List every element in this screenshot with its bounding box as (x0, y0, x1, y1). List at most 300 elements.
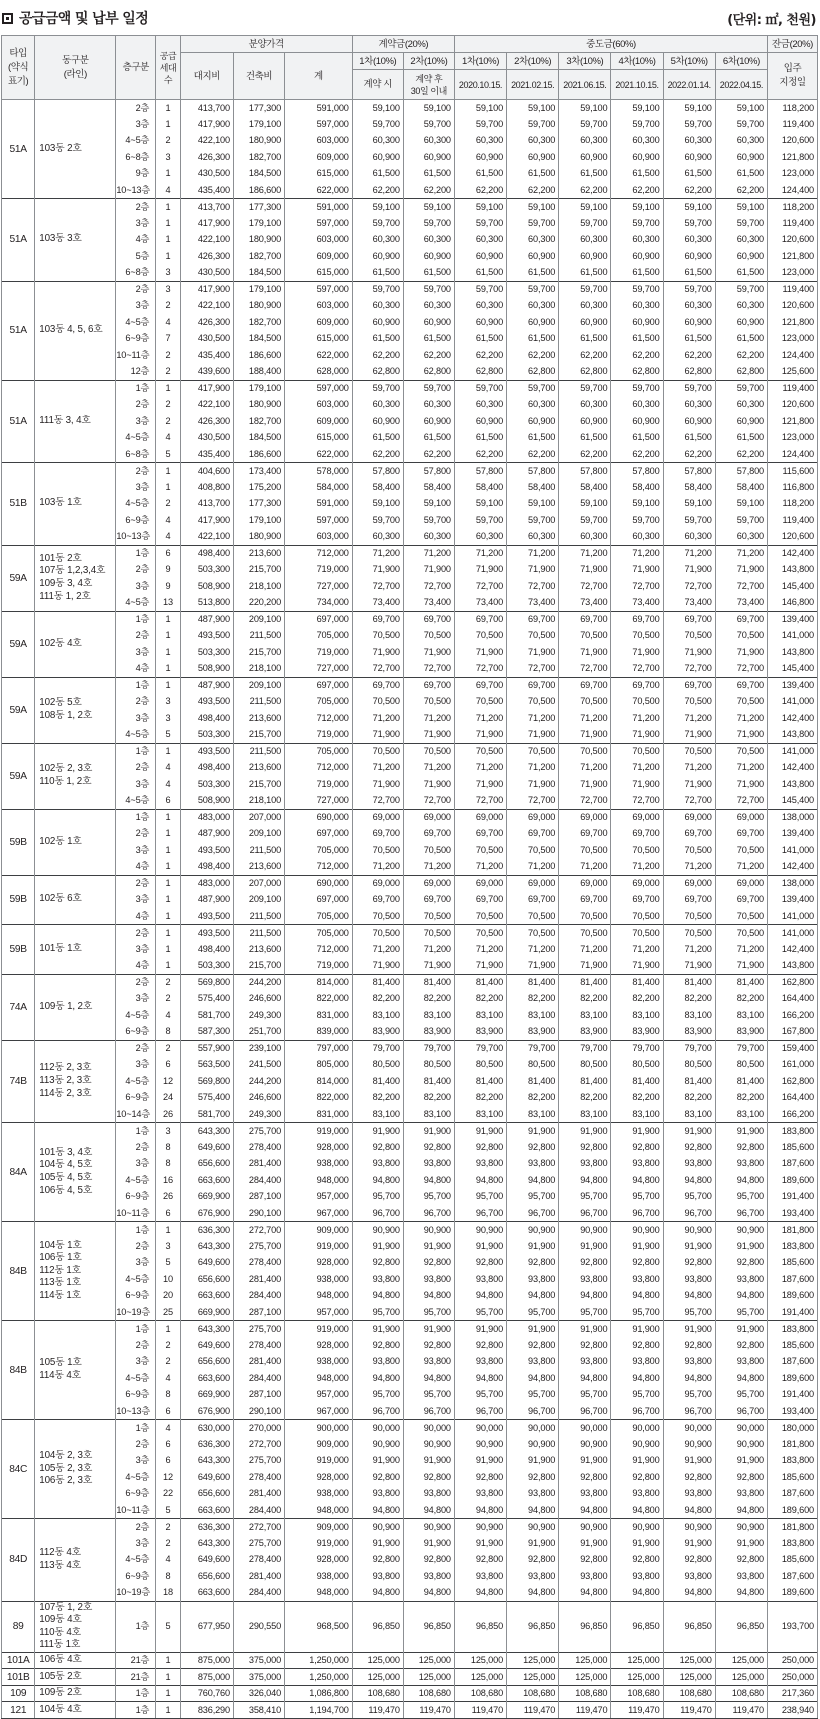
land-cell: 669,900 (180, 1189, 233, 1206)
contract-1-cell: 71,900 (352, 958, 403, 975)
contract-1-cell: 62,800 (352, 364, 403, 381)
middle-6-cell: 94,800 (715, 1288, 767, 1305)
type-cell: 89 (2, 1601, 35, 1652)
table-row (2, 1156, 818, 1173)
contract-1-cell: 80,500 (352, 1057, 403, 1074)
land-cell: 760,760 (180, 1685, 233, 1702)
middle-6-cell: 70,500 (715, 925, 767, 942)
contract-1-cell: 93,800 (352, 1486, 403, 1503)
middle-4-cell: 81,400 (611, 1073, 663, 1090)
middle-2-cell: 92,800 (507, 1139, 559, 1156)
land-cell: 508,900 (180, 578, 233, 595)
middle-6-cell: 82,200 (715, 1090, 767, 1107)
land-cell: 498,400 (180, 859, 233, 876)
middle-4-cell: 90,900 (611, 1519, 663, 1536)
floor-cell: 4층 (116, 859, 156, 876)
middle-4-cell: 70,500 (611, 694, 663, 711)
balance-cell: 123,000 (767, 331, 817, 348)
middle-2-cell: 69,700 (507, 611, 559, 628)
middle-3-cell: 94,800 (559, 1585, 611, 1602)
middle-5-cell: 91,900 (663, 1535, 715, 1552)
total-cell: 697,000 (285, 611, 353, 628)
units-cell: 5 (156, 1502, 180, 1519)
contract-2-cell: 60,300 (403, 133, 454, 150)
contract-2-cell: 59,100 (403, 199, 454, 216)
middle-1-cell: 94,800 (454, 1585, 506, 1602)
middle-5-cell: 57,800 (663, 463, 715, 480)
total-cell: 690,000 (285, 809, 353, 826)
middle-1-cell: 62,200 (454, 347, 506, 364)
middle-5-cell: 80,500 (663, 1057, 715, 1074)
table-row (2, 446, 818, 463)
header-contract-group: 계약금(20%) (352, 36, 454, 53)
type-cell: 84B (2, 1222, 35, 1321)
dong-line: 113동 2, 3호 (39, 1074, 92, 1086)
middle-5-cell: 91,900 (663, 1238, 715, 1255)
units-cell: 4 (156, 1420, 180, 1437)
contract-1-cell: 125,000 (352, 1652, 403, 1669)
balance-cell: 143,800 (767, 562, 817, 579)
middle-1-cell: 119,470 (454, 1702, 506, 1719)
total-cell: 967,000 (285, 1205, 353, 1222)
building-cell: 173,400 (233, 463, 284, 480)
middle-1-cell: 71,200 (454, 760, 506, 777)
contract-1-cell: 57,800 (352, 463, 403, 480)
contract-2-cell: 91,900 (403, 1535, 454, 1552)
header-middle-5-date: 2022.01.14. (663, 70, 715, 100)
units-cell: 12 (156, 1073, 180, 1090)
contract-2-cell: 125,000 (403, 1652, 454, 1669)
middle-4-cell: 61,500 (611, 331, 663, 348)
units-cell: 1 (156, 1321, 180, 1338)
building-cell: 184,500 (233, 166, 284, 183)
land-cell: 569,800 (180, 974, 233, 991)
land-cell: 575,400 (180, 991, 233, 1008)
middle-5-cell: 61,500 (663, 265, 715, 282)
middle-1-cell: 70,500 (454, 842, 506, 859)
middle-5-cell: 94,800 (663, 1288, 715, 1305)
building-cell: 180,900 (233, 232, 284, 249)
land-cell: 422,100 (180, 529, 233, 546)
title-text: 공급금액 및 납부 일정 (19, 11, 149, 27)
dong-line: 102동 2, 3호 (39, 763, 93, 775)
units-cell: 5 (156, 1255, 180, 1272)
middle-1-cell: 60,300 (454, 133, 506, 150)
building-cell: 211,500 (233, 628, 284, 645)
total-cell: 609,000 (285, 314, 353, 331)
middle-1-cell: 60,900 (454, 314, 506, 331)
building-cell: 272,700 (233, 1222, 284, 1239)
units-cell: 26 (156, 1189, 180, 1206)
middle-1-cell: 90,000 (454, 1420, 506, 1437)
middle-2-cell: 93,800 (507, 1354, 559, 1371)
middle-3-cell: 59,100 (559, 100, 611, 117)
contract-2-cell: 81,400 (403, 1073, 454, 1090)
dong-cell (35, 463, 116, 546)
middle-2-cell: 91,900 (507, 1453, 559, 1470)
header-contract-1: 1차(10%) (352, 53, 403, 70)
table-row (2, 1436, 818, 1453)
total-cell: 900,000 (285, 1420, 353, 1437)
middle-4-cell: 69,000 (611, 875, 663, 892)
middle-4-cell: 60,300 (611, 133, 663, 150)
middle-1-cell: 93,800 (454, 1271, 506, 1288)
contract-1-cell: 71,200 (352, 941, 403, 958)
balance-cell: 119,400 (767, 215, 817, 232)
middle-5-cell: 61,500 (663, 166, 715, 183)
table-header (2, 36, 818, 100)
land-cell: 643,300 (180, 1453, 233, 1470)
building-cell: 218,100 (233, 793, 284, 810)
contract-2-cell: 58,400 (403, 479, 454, 496)
units-cell: 3 (156, 710, 180, 727)
table-row (2, 908, 818, 925)
contract-1-cell: 91,900 (352, 1238, 403, 1255)
balance-cell: 181,800 (767, 1519, 817, 1536)
middle-3-cell: 108,680 (559, 1685, 611, 1702)
middle-1-cell: 94,800 (454, 1370, 506, 1387)
building-cell: 213,600 (233, 941, 284, 958)
middle-1-cell: 108,680 (454, 1685, 506, 1702)
type-cell: 121 (2, 1702, 35, 1719)
total-cell: 615,000 (285, 166, 353, 183)
type-cell: 101B (2, 1669, 35, 1686)
middle-5-cell: 125,000 (663, 1652, 715, 1669)
middle-6-cell: 59,700 (715, 380, 767, 397)
middle-1-cell: 92,800 (454, 1139, 506, 1156)
land-cell: 513,800 (180, 595, 233, 612)
floor-cell: 4~5층 (116, 1469, 156, 1486)
middle-6-cell: 57,800 (715, 463, 767, 480)
total-cell: 814,000 (285, 1073, 353, 1090)
contract-2-cell: 71,200 (403, 710, 454, 727)
balance-cell: 189,600 (767, 1585, 817, 1602)
building-cell: 284,400 (233, 1288, 284, 1305)
middle-1-cell: 95,700 (454, 1189, 506, 1206)
building-cell: 220,200 (233, 595, 284, 612)
contract-2-cell: 83,100 (403, 1007, 454, 1024)
middle-2-cell: 58,400 (507, 479, 559, 496)
total-cell: 597,000 (285, 116, 353, 133)
building-cell: 182,700 (233, 314, 284, 331)
middle-4-cell: 71,900 (611, 958, 663, 975)
balance-cell: 121,800 (767, 413, 817, 430)
balance-cell: 116,800 (767, 479, 817, 496)
contract-2-cell: 92,800 (403, 1552, 454, 1569)
contract-2-cell: 69,700 (403, 892, 454, 909)
balance-cell: 145,400 (767, 661, 817, 678)
contract-2-cell: 61,500 (403, 166, 454, 183)
building-cell: 284,400 (233, 1370, 284, 1387)
middle-2-cell: 81,400 (507, 1073, 559, 1090)
land-cell: 503,300 (180, 958, 233, 975)
middle-2-cell: 69,000 (507, 875, 559, 892)
contract-2-cell: 60,300 (403, 298, 454, 315)
total-cell: 822,000 (285, 991, 353, 1008)
contract-1-cell: 70,500 (352, 925, 403, 942)
contract-2-cell: 59,700 (403, 512, 454, 529)
middle-4-cell: 59,700 (611, 380, 663, 397)
middle-1-cell: 71,900 (454, 562, 506, 579)
middle-4-cell: 70,500 (611, 908, 663, 925)
units-cell: 7 (156, 331, 180, 348)
balance-cell: 164,400 (767, 991, 817, 1008)
table-row (2, 281, 818, 298)
floor-cell: 10~19층 (116, 1304, 156, 1321)
middle-1-cell: 69,000 (454, 875, 506, 892)
balance-cell: 121,800 (767, 248, 817, 265)
contract-2-cell: 93,800 (403, 1156, 454, 1173)
floor-cell: 1층 (116, 809, 156, 826)
middle-5-cell: 70,500 (663, 842, 715, 859)
middle-5-cell: 92,800 (663, 1469, 715, 1486)
middle-3-cell: 71,200 (559, 760, 611, 777)
middle-5-cell: 70,500 (663, 743, 715, 760)
middle-6-cell: 61,500 (715, 331, 767, 348)
units-cell: 2 (156, 347, 180, 364)
dong-cell (35, 1601, 116, 1652)
balance-cell: 119,400 (767, 116, 817, 133)
units-cell: 26 (156, 1106, 180, 1123)
table-row (2, 628, 818, 645)
land-cell: 430,500 (180, 430, 233, 447)
table-row (2, 1238, 818, 1255)
middle-4-cell: 108,680 (611, 1685, 663, 1702)
middle-1-cell: 91,900 (454, 1123, 506, 1140)
building-cell: 184,500 (233, 265, 284, 282)
balance-cell: 145,400 (767, 578, 817, 595)
balance-cell: 139,400 (767, 677, 817, 694)
floor-cell: 4~5층 (116, 133, 156, 150)
middle-2-cell: 94,800 (507, 1585, 559, 1602)
land-cell: 656,600 (180, 1486, 233, 1503)
type-cell: 59A (2, 545, 35, 611)
contract-1-cell: 90,900 (352, 1519, 403, 1536)
middle-3-cell: 70,500 (559, 743, 611, 760)
middle-1-cell: 82,200 (454, 1090, 506, 1107)
middle-3-cell: 59,700 (559, 215, 611, 232)
contract-2-cell: 108,680 (403, 1685, 454, 1702)
floor-cell: 4~5층 (116, 1073, 156, 1090)
middle-2-cell: 69,000 (507, 809, 559, 826)
middle-6-cell: 80,500 (715, 1057, 767, 1074)
middle-6-cell: 60,300 (715, 529, 767, 546)
middle-2-cell: 71,200 (507, 941, 559, 958)
middle-3-cell: 93,800 (559, 1271, 611, 1288)
table-row (2, 1601, 818, 1652)
land-cell: 636,300 (180, 1222, 233, 1239)
total-cell: 938,000 (285, 1156, 353, 1173)
table-row (2, 1123, 818, 1140)
middle-6-cell: 69,700 (715, 826, 767, 843)
contract-2-cell: 90,900 (403, 1436, 454, 1453)
middle-6-cell: 92,800 (715, 1255, 767, 1272)
table-row (2, 248, 818, 265)
middle-4-cell: 59,700 (611, 512, 663, 529)
middle-6-cell: 71,900 (715, 562, 767, 579)
middle-5-cell: 94,800 (663, 1172, 715, 1189)
building-cell: 278,400 (233, 1255, 284, 1272)
building-cell: 249,300 (233, 1106, 284, 1123)
balance-cell: 193,400 (767, 1205, 817, 1222)
document-title (2, 8, 148, 28)
middle-5-cell: 60,300 (663, 133, 715, 150)
middle-3-cell: 69,700 (559, 892, 611, 909)
supply-price-table (1, 35, 818, 1719)
land-cell: 493,500 (180, 628, 233, 645)
floor-cell: 3층 (116, 710, 156, 727)
units-cell: 1 (156, 859, 180, 876)
floor-cell: 3층 (116, 298, 156, 315)
contract-1-cell: 95,700 (352, 1189, 403, 1206)
dong-cell (35, 611, 116, 677)
total-cell: 919,000 (285, 1238, 353, 1255)
middle-2-cell: 61,500 (507, 331, 559, 348)
contract-2-cell: 90,900 (403, 1222, 454, 1239)
building-cell: 278,400 (233, 1337, 284, 1354)
total-cell: 705,000 (285, 842, 353, 859)
type-cell: 74A (2, 974, 35, 1040)
land-cell: 503,300 (180, 644, 233, 661)
middle-5-cell: 70,500 (663, 908, 715, 925)
units-cell: 1 (156, 661, 180, 678)
middle-2-cell: 70,500 (507, 925, 559, 942)
total-cell: 591,000 (285, 100, 353, 117)
type-cell: 51A (2, 281, 35, 380)
middle-6-cell: 69,700 (715, 611, 767, 628)
middle-1-cell: 59,700 (454, 215, 506, 232)
middle-6-cell: 93,800 (715, 1156, 767, 1173)
contract-1-cell: 82,200 (352, 1090, 403, 1107)
units-cell: 8 (156, 1156, 180, 1173)
land-cell: 581,700 (180, 1007, 233, 1024)
middle-1-cell: 72,700 (454, 661, 506, 678)
table-row (2, 1139, 818, 1156)
balance-cell: 115,600 (767, 463, 817, 480)
contract-1-cell: 62,200 (352, 347, 403, 364)
floor-cell: 4~5층 (116, 314, 156, 331)
middle-2-cell: 82,200 (507, 991, 559, 1008)
dong-line: 109동 3, 4호 (39, 578, 93, 589)
contract-2-cell: 83,100 (403, 1106, 454, 1123)
balance-cell: 162,800 (767, 1073, 817, 1090)
balance-cell: 187,600 (767, 1354, 817, 1371)
middle-5-cell: 108,680 (663, 1685, 715, 1702)
middle-3-cell: 71,900 (559, 644, 611, 661)
table-row (2, 611, 818, 628)
middle-2-cell: 71,900 (507, 562, 559, 579)
land-cell: 643,300 (180, 1321, 233, 1338)
middle-1-cell: 96,700 (454, 1403, 506, 1420)
balance-cell: 191,400 (767, 1189, 817, 1206)
middle-6-cell: 91,900 (715, 1453, 767, 1470)
middle-1-cell: 60,300 (454, 397, 506, 414)
balance-cell: 123,000 (767, 430, 817, 447)
land-cell: 439,600 (180, 364, 233, 381)
balance-cell: 187,600 (767, 1156, 817, 1173)
contract-1-cell: 94,800 (352, 1585, 403, 1602)
dong-line: 112동 2, 3호 (39, 1062, 92, 1074)
table-row (2, 166, 818, 183)
middle-2-cell: 71,200 (507, 710, 559, 727)
middle-3-cell: 59,700 (559, 512, 611, 529)
contract-2-cell: 73,400 (403, 595, 454, 612)
table-row (2, 842, 818, 859)
floor-cell: 6~8층 (116, 446, 156, 463)
middle-2-cell: 91,900 (507, 1123, 559, 1140)
middle-4-cell: 71,900 (611, 727, 663, 744)
balance-cell: 141,000 (767, 925, 817, 942)
dong-cell (35, 974, 116, 1040)
middle-4-cell: 70,500 (611, 842, 663, 859)
floor-cell: 6~9층 (116, 1288, 156, 1305)
middle-5-cell: 94,800 (663, 1502, 715, 1519)
middle-5-cell: 83,100 (663, 1007, 715, 1024)
building-cell: 246,600 (233, 991, 284, 1008)
balance-cell: 161,000 (767, 1057, 817, 1074)
building-cell: 184,500 (233, 331, 284, 348)
total-cell: 719,000 (285, 776, 353, 793)
middle-4-cell: 70,500 (611, 743, 663, 760)
middle-2-cell: 83,900 (507, 1024, 559, 1041)
middle-4-cell: 72,700 (611, 793, 663, 810)
middle-1-cell: 90,900 (454, 1519, 506, 1536)
contract-1-cell: 93,800 (352, 1568, 403, 1585)
floor-cell: 2층 (116, 925, 156, 942)
building-cell: 275,700 (233, 1453, 284, 1470)
floor-cell: 10~11층 (116, 1205, 156, 1222)
balance-cell: 139,400 (767, 892, 817, 909)
units-cell: 2 (156, 298, 180, 315)
balance-cell: 142,400 (767, 710, 817, 727)
contract-2-cell: 59,700 (403, 380, 454, 397)
middle-1-cell: 91,900 (454, 1321, 506, 1338)
land-cell: 498,400 (180, 710, 233, 727)
contract-2-cell: 70,500 (403, 842, 454, 859)
contract-1-cell: 92,800 (352, 1255, 403, 1272)
contract-1-cell: 71,200 (352, 760, 403, 777)
middle-3-cell: 119,470 (559, 1702, 611, 1719)
middle-4-cell: 59,100 (611, 100, 663, 117)
building-cell: 211,500 (233, 743, 284, 760)
land-cell: 563,500 (180, 1057, 233, 1074)
building-cell: 284,400 (233, 1502, 284, 1519)
floor-cell: 2층 (116, 100, 156, 117)
middle-6-cell: 60,900 (715, 248, 767, 265)
middle-6-cell: 91,900 (715, 1238, 767, 1255)
floor-cell: 4~5층 (116, 727, 156, 744)
middle-6-cell: 60,900 (715, 314, 767, 331)
middle-1-cell: 79,700 (454, 1040, 506, 1057)
total-cell: 1,086,800 (285, 1685, 353, 1702)
land-cell: 493,500 (180, 908, 233, 925)
contract-2-cell: 61,500 (403, 265, 454, 282)
balance-cell: 142,400 (767, 545, 817, 562)
middle-6-cell: 125,000 (715, 1669, 767, 1686)
middle-3-cell: 96,700 (559, 1403, 611, 1420)
middle-1-cell: 95,700 (454, 1304, 506, 1321)
middle-6-cell: 60,300 (715, 232, 767, 249)
contract-2-cell: 94,800 (403, 1585, 454, 1602)
contract-2-cell: 90,900 (403, 1519, 454, 1536)
type-cell: 51A (2, 380, 35, 463)
total-cell: 603,000 (285, 529, 353, 546)
middle-2-cell: 80,500 (507, 1057, 559, 1074)
contract-2-cell: 60,300 (403, 397, 454, 414)
table-row (2, 364, 818, 381)
middle-6-cell: 92,800 (715, 1139, 767, 1156)
middle-5-cell: 96,700 (663, 1205, 715, 1222)
